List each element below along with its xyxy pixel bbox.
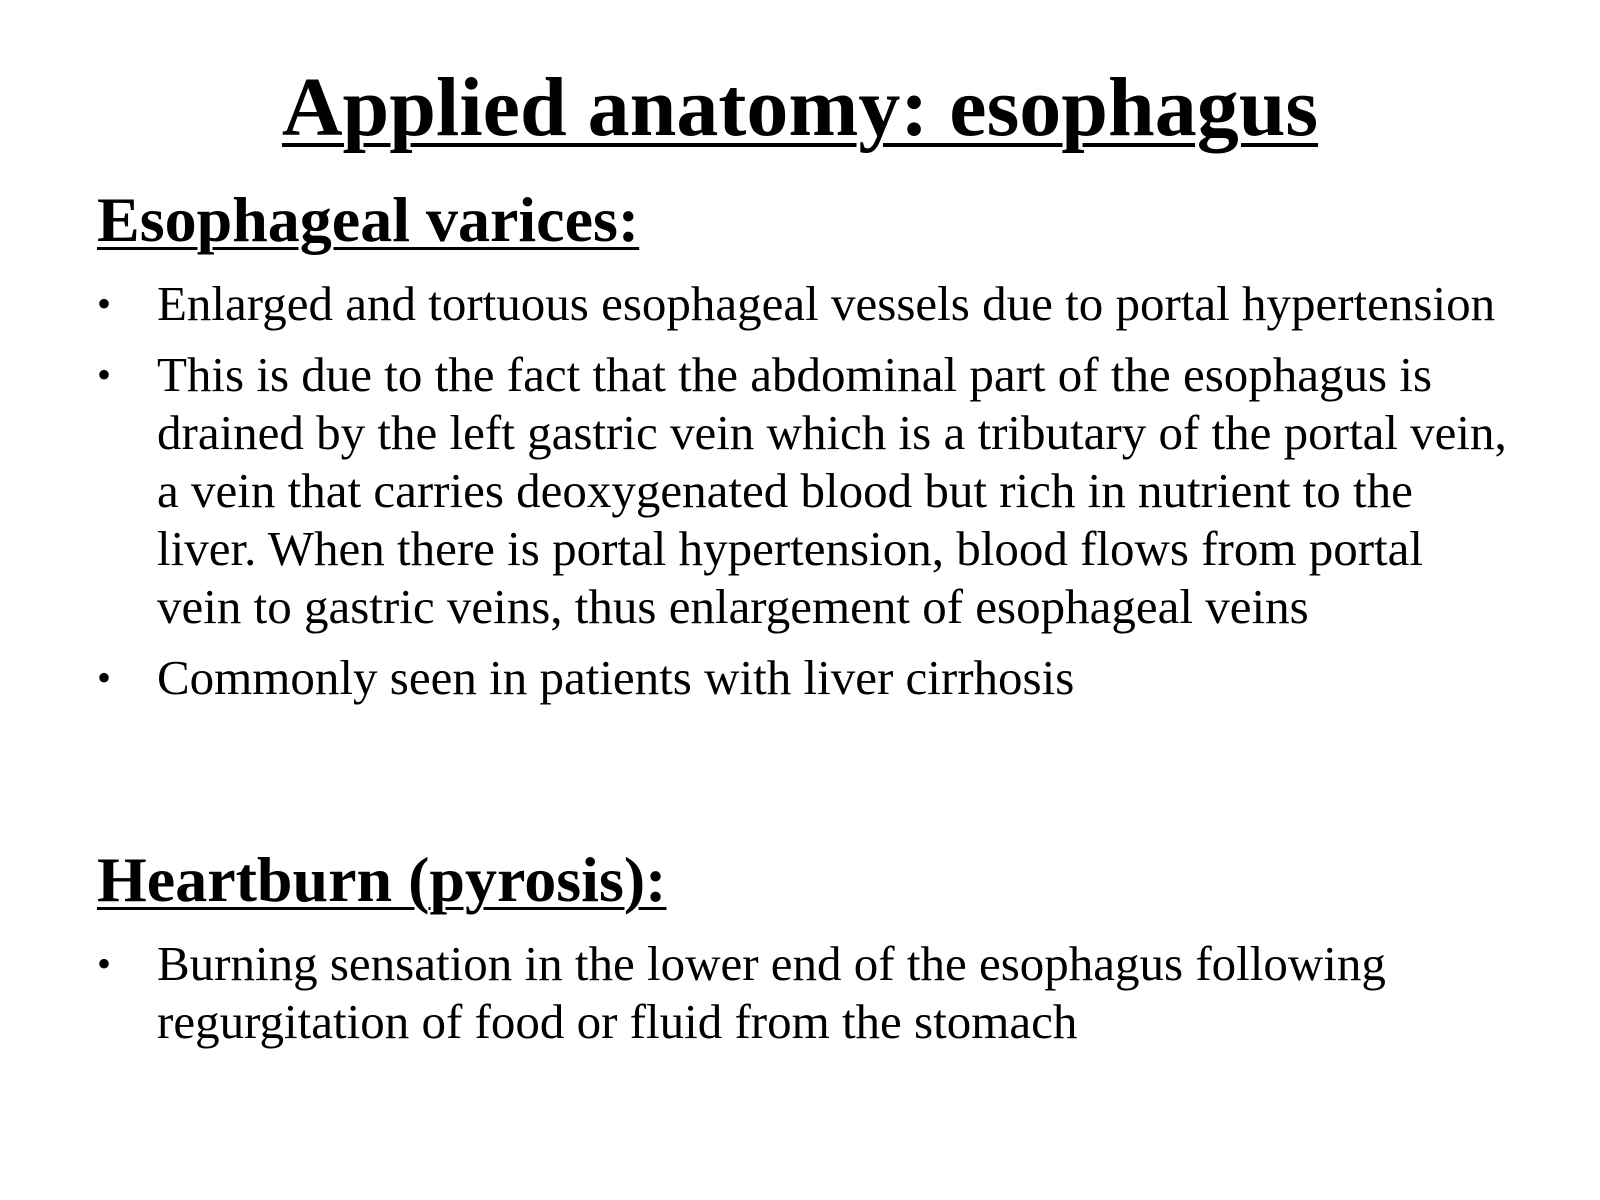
bullet-list-heartburn (0, 935, 1600, 1064)
list-item (0, 275, 1600, 333)
section-heading-esophageal-varices: Esophageal varices: (97, 184, 640, 255)
list-item (0, 649, 1600, 707)
list-item (0, 346, 1600, 636)
bullet-text: Enlarged and tortuous esophageal vessels due to portal hypertension (157, 276, 1496, 331)
slide-title: Applied anatomy: esophagus (281, 61, 1319, 154)
list-item (0, 935, 1600, 1051)
bullet-icon: • (97, 941, 112, 986)
bullet-icon: • (97, 352, 112, 397)
bullet-list-esophageal-varices (0, 275, 1600, 720)
bullet-icon: • (97, 281, 112, 326)
bullet-text: This is due to the fact that the abdominal part of the esophagus is drained by the left gastric vein which is a tributary of the portal vein, a vein that carries deoxygenated blood but rich in nutrient to the liver. When there is portal hypertension, blood flows from portal vein to gastric veins, thus enlargement of esophageal veins (157, 347, 1507, 634)
bullet-text: Burning sensation in the lower end of the esophagus following regurgitation of food or fluid from the stomach (157, 936, 1386, 1049)
bullet-text: Commonly seen in patients with liver cirrhosis (157, 650, 1075, 705)
section-heading-heartburn: Heartburn (pyrosis): (97, 844, 667, 915)
bullet-icon: • (97, 655, 112, 700)
